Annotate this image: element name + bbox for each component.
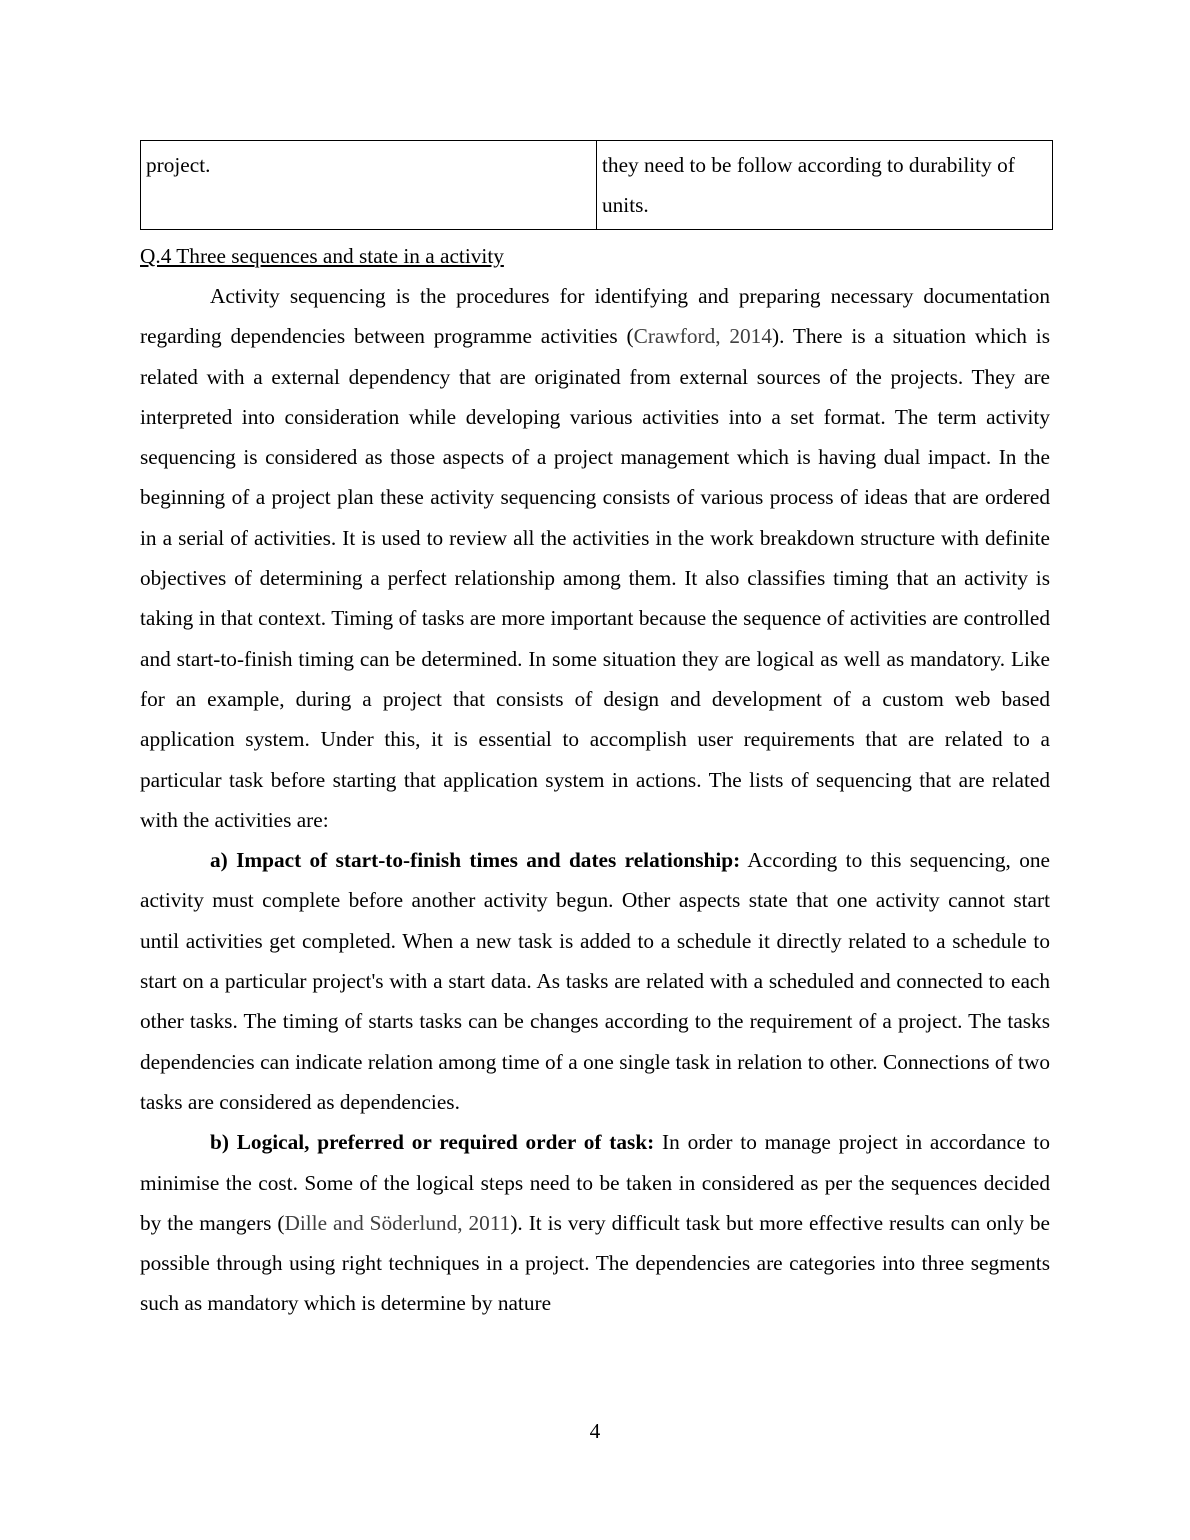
continued-table [140, 140, 1053, 230]
item-a-label: a) Impact of start-to-finish times and dates relationship: [210, 848, 741, 873]
section-heading: Q.4 Three sequences and state in a activity [140, 244, 504, 268]
item-b-text-1: In order to manage project in accordance to minimise the cost. Some of the logical steps need to be taken in considered as per the sequences decided by the mangers ( [140, 1130, 1050, 1235]
item-b-text-2: ). It is very difficult task but more effective results can only be possible through using right techniques in a project. The dependencies are categories into three segments such as mandatory which is determine by nature [140, 1210, 1051, 1316]
item-b-label: b) Logical, preferred or required order of task: [210, 1130, 655, 1155]
table-cell-left: project. [141, 141, 597, 230]
citation-crawford: Crawford, 2014 [633, 324, 772, 349]
table-cell-right: they need to be follow according to durability of units. [597, 141, 1053, 230]
intro-paragraph [140, 276, 1050, 840]
page-number: 4 [589, 1419, 601, 1443]
item-a-paragraph [140, 840, 1050, 1122]
citation-dille: Dille and Söderlund, 2011 [284, 1210, 511, 1235]
document-page [140, 140, 1050, 1324]
intro-text-2: ). There is a situation which is related with a external dependency that are originated from external sources of the projects. They are interpreted into consideration while developing various activities into a set format. The term activity sequencing is considered as those aspects of a project management which is having dual impact. In the beginning of a project plan these activity sequencing consists of various process of ideas that are ordered in a serial of activities. It is used to review all the activities in the work breakdown structure with definite objectives of determining a perfect relationship among them. It also classifies timing that an activity is taking in that context. Timing of tasks are more important because the sequence of activities are controlled and start-to-finish timing can be determined. In some situation they are logical as well as mandatory. Like for an example, during a project that consists of design and development of a custom web based application system. Under this, it is essential to accomplish user requirements that are related to a particular task before starting that application system in actions. The lists of sequencing that are related with the activities are: [140, 324, 1050, 832]
item-b-paragraph [140, 1122, 1050, 1323]
item-a-text: According to this sequencing, one activity must complete before another activity begun. Other aspects state that one activity cannot start until activities get completed. When a new task is added to a schedule it directly related to a schedule to start on a particular project's with a start data. As tasks are related with a scheduled and connected to each other tasks. The timing of starts tasks can be changes according to the requirement of a project. The tasks dependencies can indicate relation among time of a one single task in relation to other. Connections of two tasks are considered as dependencies. [140, 848, 1050, 1114]
intro-text-1: Activity sequencing is the procedures for identifying and preparing necessary documentation regarding dependencies between programme activities ( [140, 284, 1050, 349]
table-row [141, 141, 1053, 230]
